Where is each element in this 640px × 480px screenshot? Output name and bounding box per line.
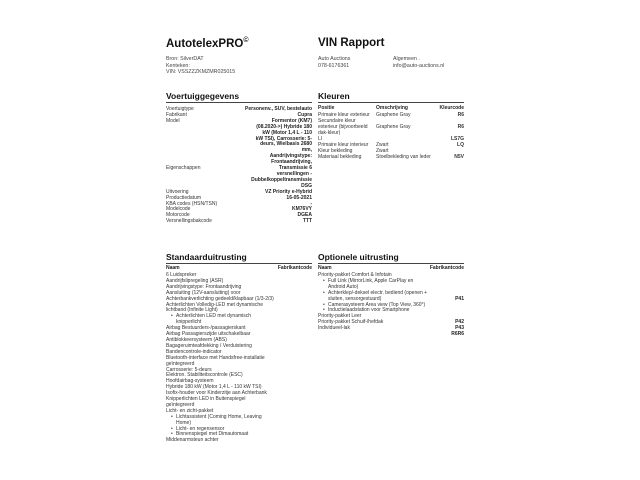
vehicle-row: Voertuigtype Personenv., SUV, bestelauto xyxy=(166,106,312,112)
equipment-name: • Licht- en regensensor xyxy=(176,425,225,432)
color-row: LI LS7G xyxy=(318,136,464,142)
dealer-phone: 078-6176361 xyxy=(318,62,350,69)
vehicle-row: Uitvoering VZ Priority e-Hybrid xyxy=(166,188,312,195)
contact-info xyxy=(393,56,444,69)
equipment-name: 6 Luidspreker xyxy=(166,272,197,278)
standard-divider xyxy=(166,263,312,264)
equipment-subitem xyxy=(318,291,464,303)
vehicle-row: Productiedatum 16-05-2021 xyxy=(166,194,312,201)
equipment-name: Bandencontrole-indicator xyxy=(166,348,222,355)
colors-divider xyxy=(318,102,464,103)
optional-section-title: Optionele uitrusting xyxy=(318,252,399,262)
color-row: Materiaal bekleding Stoelbekleding van leder N5V xyxy=(318,154,464,160)
equipment-item xyxy=(166,291,274,303)
equipment-item xyxy=(318,325,464,338)
plate-line: Kenteken: xyxy=(166,62,190,69)
equipment-name: Elektron. Stabiliteitscontrole (ESC) xyxy=(166,372,243,379)
equipment-name: Knipperlichten LED in Buitenspiegel geïntegreerd xyxy=(166,396,246,408)
equipment-name: Hybride 180 kW (Motor 1,4 L - 110 kW TSI) xyxy=(166,384,262,391)
optional-divider xyxy=(318,263,464,264)
equipment-name: • Inductielaadstation voor Smartphone xyxy=(328,307,410,314)
equipment-name: Achterlichten Volledig-LED met dynamische lichtband (Infinite Light) xyxy=(166,301,263,314)
equipment-code: R6R6 xyxy=(451,331,464,338)
equipment-name: • Binnenspiegel met Dimautomaat xyxy=(176,431,249,438)
colors-section-title: Kleuren xyxy=(318,91,350,101)
equipment-name: Isofix-houder voor Kinderzitje aan Achterbank xyxy=(166,390,267,397)
equipment-name: • Achterlichten LED met dynamisch knipperlicht xyxy=(176,313,252,326)
equipment-subitem xyxy=(166,415,274,427)
equipment-name: Licht- en zicht-pakket xyxy=(166,407,214,414)
equipment-code: P42 xyxy=(455,319,464,326)
equipment-name: Airbag Bestuurders-/passagierskant xyxy=(166,325,246,332)
equipment-name: Individueel-lak xyxy=(318,325,350,332)
colors-table xyxy=(318,106,464,167)
brand-logo: AutotelexPRO© xyxy=(166,37,249,50)
vehicle-row: Model Formentor (KM7)(08.2020->) Hybride 180 kW (Motor 1,4 L - 110 kW TSI), Carrosserie: 5-deurs, Wielbasis 2680 mm, xyxy=(166,117,312,154)
equipment-name: Priority-pakket Comfort & Infotain xyxy=(318,272,392,278)
standard-section-title: Standaarduitrusting xyxy=(166,252,247,262)
source-info xyxy=(166,56,235,76)
color-row: Primaire kleur exterieur Graphene Gray R6 xyxy=(318,112,464,118)
equipment-name: Aansluiting (12V-aansluiting) voor Achterbankverlichting gedeeld/klapbaar (1/3-2/3) xyxy=(166,289,274,302)
standard-header: Naam Fabrikantcode xyxy=(166,265,312,271)
vehicle-row: Eigenschappen Aandrijvingstype: Frontaandrijving, Transmissie 6 versnellingen - Dubbelkoppeltransmissie DSG xyxy=(166,153,312,189)
dealer-name: Auto Auctions xyxy=(318,56,351,62)
vin-line: VIN: VSSZZZKMZMR025015 xyxy=(166,69,236,76)
contact-email[interactable]: info@auto-auctions.nl xyxy=(393,62,445,69)
standard-equipment-list xyxy=(166,273,274,444)
equipment-code: P41 xyxy=(455,295,464,302)
source-line: Bron: SilverDAT xyxy=(166,56,204,62)
equipment-name: Priority-pakket Schuif-/hefdak xyxy=(318,319,384,326)
report-title: VIN Rapport xyxy=(318,37,385,49)
vehicle-table xyxy=(166,107,312,225)
equipment-name: Middenarmsteun achter xyxy=(166,437,219,444)
vehicle-row: Versnellingsbakcode TTT xyxy=(166,218,312,225)
vehicle-section-title: Voertuiggegevens xyxy=(166,91,240,101)
equipment-name: Airbag Passagierszijde uitschakelbaar xyxy=(166,331,251,338)
equipment-name: • Camerasysteem Area view (Top View, 360°) xyxy=(328,301,426,308)
equipment-name: Bagageruimteafdekking / Verduistering xyxy=(166,342,252,349)
vehicle-divider xyxy=(166,102,312,103)
dealer-info xyxy=(318,56,350,69)
colors-header: Positie Omschrijving Kleurcode xyxy=(318,105,464,111)
equipment-name: Hoofdairbag-systeem xyxy=(166,378,214,385)
equipment-name: Aandrijfslipregeling (ASR) xyxy=(166,277,224,284)
equipment-code: P43 xyxy=(455,325,464,332)
vehicle-row: Modelcode KM76VY xyxy=(166,206,312,213)
vehicle-row: Fabrikant Cupra xyxy=(166,111,312,118)
equipment-name: Aandrijvingstype: Frontaandrijving xyxy=(166,283,242,290)
equipment-name: • Full Link (MirrorLink, Apple CarPlay en Android Auto) xyxy=(328,277,414,290)
vehicle-row: KBA codes (HSN/TSN) - xyxy=(166,200,312,207)
color-row: Secundaire kleur exterieur (bijvoorbeeld dak-kleur) Graphene Gray R6 xyxy=(318,118,464,136)
optional-equipment-list xyxy=(318,272,464,338)
equipment-item xyxy=(166,438,274,444)
equipment-name: Antiblokkeersysteem (ABS) xyxy=(166,336,227,343)
vehicle-row: Motorcode DGEA xyxy=(166,212,312,219)
color-row: Primaire kleur interieur Zwart LQ xyxy=(318,142,464,148)
color-row: Kleur bekleding Zwart xyxy=(318,148,389,154)
equipment-name: • Lichtassistent (Coming Home, Leaving Home) xyxy=(176,413,262,426)
equipment-name: • Achterklep/-deksel electr. bediend (openen + sluiten, sensorgestuurd) xyxy=(328,289,428,302)
equipment-item xyxy=(166,356,274,368)
equipment-name: Priority-pakket Leer xyxy=(318,313,362,320)
contact-label: Algemeen . xyxy=(393,56,420,62)
optional-header: Naam Fabrikantcode xyxy=(318,265,464,271)
equipment-name: Carrosserie: 5-deurs xyxy=(166,366,212,373)
equipment-subitem xyxy=(318,279,464,291)
equipment-name: Bluetooth-interface met Handsfree-installatie geïntegreerd xyxy=(166,354,265,367)
